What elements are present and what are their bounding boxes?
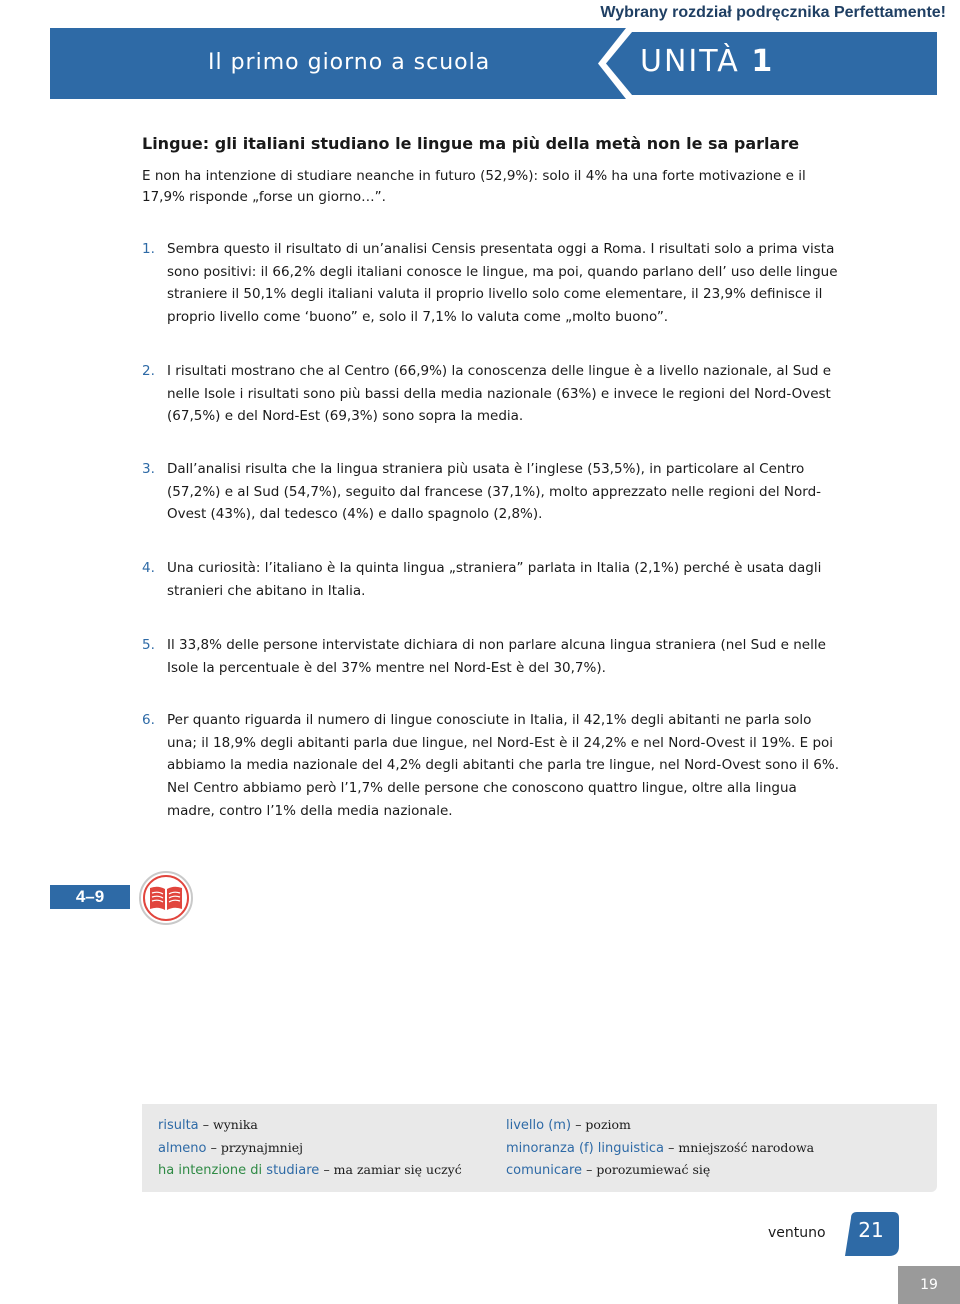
article-item — [142, 238, 842, 329]
article-item — [142, 458, 842, 526]
page-number-word: ventuno — [768, 1225, 826, 1241]
vocabulary-entry: risulta – wynika — [158, 1117, 258, 1133]
item-text: Il 33,8% delle persone intervistate dichiara di non parlare alcuna lingua straniera (nel Sud e nelle Isole la percentuale è del 37% mentre nel Nord-Est è del 30,7%). — [167, 637, 826, 676]
vocabulary-entry: livello (m) – poziom — [506, 1117, 631, 1133]
vocab-polish: porozumiewać się — [596, 1162, 711, 1177]
page-number: 21 — [858, 1218, 884, 1242]
article-item — [142, 360, 842, 428]
vocab-italian: minoranza (f) linguistica — [506, 1140, 664, 1156]
item-text: I risultati mostrano che al Centro (66,9%) la conoscenza delle lingue è a livello nazionale, al Sud e nelle Isole i risultati sono più bassi della media nazionale (63%) e invece le regioni del Nord-Ovest (67,5%) e del Nord-Est (69,3%) sono sopra la media. — [167, 363, 832, 425]
vocab-italian: almeno — [158, 1140, 207, 1156]
item-number: 2. — [142, 363, 155, 379]
item-number: 5. — [142, 637, 155, 653]
vocab-italian-verb: studiare — [266, 1163, 320, 1178]
vocab-polish: ma zamiar się uczyć — [333, 1162, 462, 1177]
top-note: Wybrany rozdział podręcznika Perfettamente! — [600, 4, 946, 21]
article-item — [142, 709, 842, 823]
vocabulary-entry: ha intenzione di studiare – ma zamiar się uczyć — [158, 1162, 462, 1178]
vocab-polish: mniejszość narodowa — [678, 1139, 815, 1155]
unit-number: 1 — [751, 44, 775, 79]
vocabulary-column-left — [158, 1114, 462, 1182]
item-text: Una curiosità: l’italiano è la quinta lingua „straniera” parlata in Italia (2,1%) perché è usata dagli stranieri che abitano in Italia. — [167, 560, 822, 599]
unit-banner — [50, 28, 937, 99]
banner-title: Il primo giorno a scuola — [208, 50, 491, 75]
item-text: Per quanto riguarda il numero di lingue conosciute in Italia, il 42,1% degli abitanti ne parla solo una; il 18,9% degli abitanti parla due lingue, nel Nord-Est è il 24,2% e nel Nord-Ovest il 19%. E poi abbiamo la media nazionale del 4,2% degli abitanti che parla tre lingue, nel Nord-Ovest sono il 6%. Nel Centro abbiamo però l’1,7% delle persone che conoscono quattro lingue, oltre alla lingua madre, contro l’1% della media nazionale. — [167, 712, 840, 819]
item-number: 6. — [142, 712, 155, 728]
vocabulary-box — [142, 1104, 937, 1192]
vocab-italian: livello (m) — [506, 1118, 572, 1133]
vocab-italian: risulta — [158, 1118, 199, 1133]
vocab-polish: wynika — [213, 1117, 258, 1132]
pdf-page-number: 19 — [898, 1266, 960, 1304]
vocabulary-entry: comunicare – porozumiewać się — [506, 1162, 711, 1178]
vocab-italian: ha intenzione di — [158, 1163, 263, 1178]
vocabulary-entry: almeno – przynajmniej — [158, 1139, 303, 1156]
vocab-polish: poziom — [585, 1117, 631, 1132]
vocabulary-column-right — [506, 1114, 814, 1182]
unit-heading — [640, 44, 774, 79]
item-text: Sembra questo il risultato di un’analisi Censis presentata oggi a Roma. I risultati solo a prima vista sono positivi: il 66,2% degli italiani conosce le lingue, ma poi, quando parlano dell’ uso delle lingue straniere il 50,1% degli italiani valuta il proprio livello solo come elementare, il 23,9% definisce il proprio livello come ‘buono” e, solo il 7,1% lo valuta come „molto buono”. — [167, 241, 838, 326]
vocabulary-entry: minoranza (f) linguistica – mniejszość narodowa — [506, 1139, 815, 1156]
article-item — [142, 557, 842, 602]
item-number: 3. — [142, 461, 155, 477]
item-number: 4. — [142, 560, 155, 576]
vocab-italian: comunicare — [506, 1163, 583, 1178]
article-headline: Lingue: gli italiani studiano le lingue ma più della metà non le sa parlare — [142, 134, 800, 153]
article-item — [142, 634, 842, 679]
item-text: Dall’analisi risulta che la lingua straniera più usata è l’inglese (53,5%), in particolare al Centro (57,2%) e al Sud (54,7%), seguito dal francese (37,1%), molto apprezzato nelle regioni del Nord-Ovest (43%), dal tedesco (4%) e dallo spagnolo (2,8%). — [167, 461, 822, 523]
audio-track-badge: 4–9 — [50, 885, 130, 909]
item-number: 1. — [142, 241, 155, 257]
vocab-polish: przynajmniej — [220, 1139, 303, 1155]
unit-label: UNITÀ — [640, 44, 740, 79]
article-subhead: E non ha intenzione di studiare neanche in futuro (52,9%): solo il 4% ha una forte motivazione e il 17,9% risponde „forse un giorno…”. — [142, 168, 806, 205]
book-icon — [138, 870, 194, 926]
